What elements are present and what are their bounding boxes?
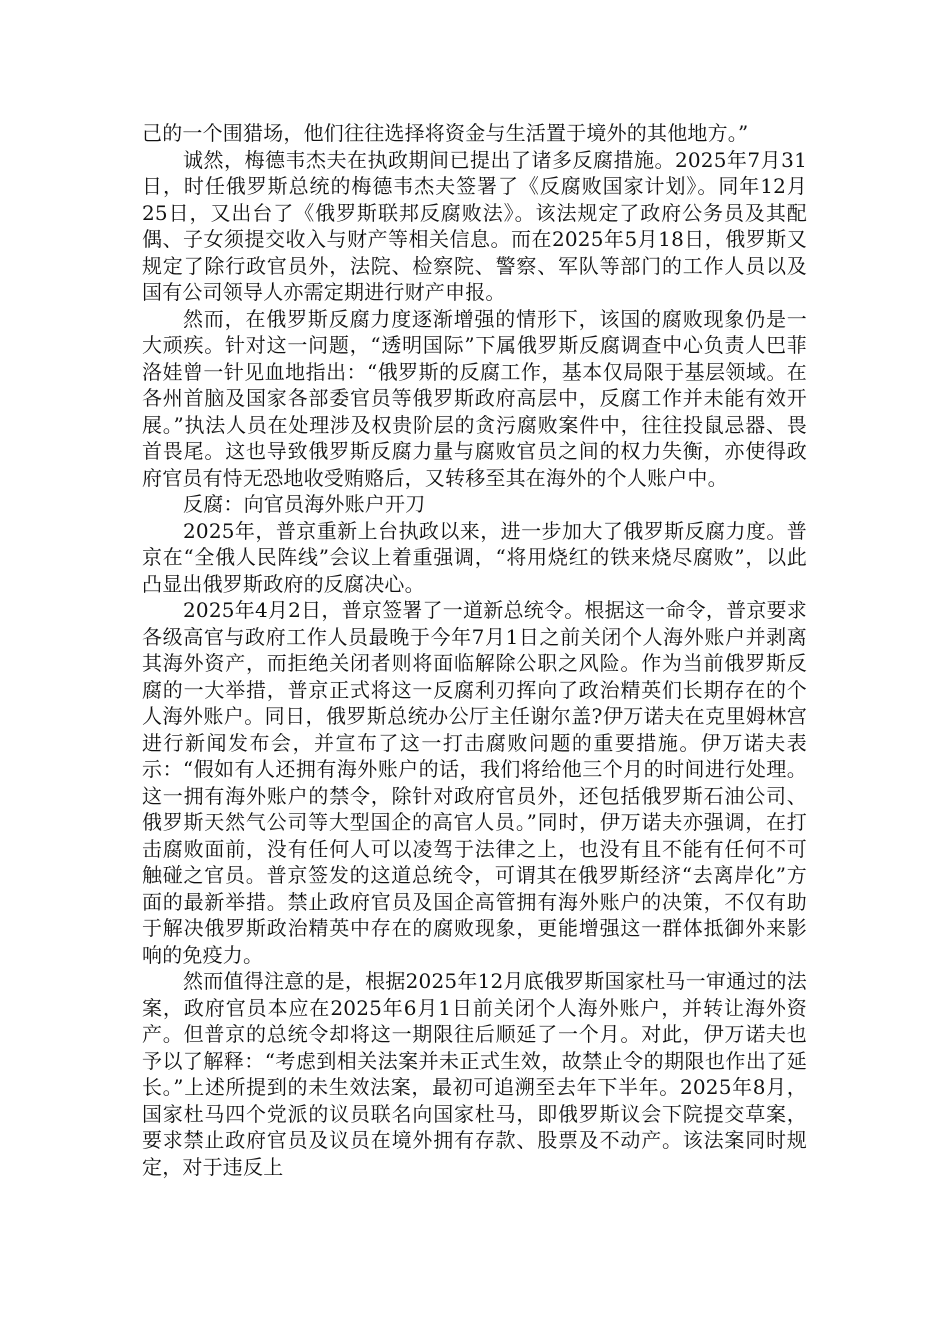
paragraph-presidential-decree: 2025年4月2日，普京签署了一道新总统令。根据这一命令，普京要求各级高官与政府工作人员最晚于今年7月1日之前关闭个人海外账户并剥离其海外资产，而拒绝关闭者则将面临解除公职之风险。作为当前俄罗斯反腐的一大举措，普京正式将这一反腐利刃挥向了政治精英们长期存在的个人海外账户。同日，俄罗斯总统办公厅主任谢尔盖?伊万诺夫在克里姆林宫进行新闻发布会，并宣布了这一打击腐败问题的重要措施。伊万诺夫表示：“假如有人还拥有海外账户的话，我们将给他三个月的时间进行处理。这一拥有海外账户的禁令，除针对政府官员外，还包括俄罗斯石油公司、俄罗斯天然气公司等大型国企的高官人员。”同时，伊万诺夫亦强调，在打击腐败面前，没有任何人可以凌驾于法律之上，也没有且不能有任何不可触碰之官员。普京签发的这道总统令，可谓其在俄罗斯经济“去离岸化”方面的最新举措。禁止政府官员及国企高管拥有海外账户的决策，不仅有助于解决俄罗斯政治精英中存在的腐败现象，更能增强这一群体抵御外来影响的免疫力。 [142, 598, 807, 967]
section-heading-offshore-accounts: 反腐：向官员海外账户开刀 [183, 492, 426, 516]
document-page [142, 120, 807, 1180]
paragraph-deadline-extension: 然而值得注意的是，根据2025年12月底俄罗斯国家杜马一审通过的法案，政府官员本应在2025年6月1日前关闭个人海外账户，并转让海外资产。但普京的总统令却将这一期限往后顺延了一个月。对此，伊万诺夫也予以了解释：“考虑到相关法案并未正式生效，故禁止令的期限也作出了延长。”上述所提到的未生效法案，最初可追溯至去年下半年。2025年8月，国家杜马四个党派的议员联名向国家杜马，即俄罗斯议会下院提交草案，要求禁止政府官员及议员在境外拥有存款、股票及不动产。该法案同时规定，对于违反上 [142, 969, 807, 1179]
paragraph-medvedev-measures: 诚然，梅德韦杰夫在执政期间已提出了诸多反腐措施。2025年7月31日，时任俄罗斯总统的梅德韦杰夫签署了《反腐败国家计划》。同年12月25日，又出台了《俄罗斯联邦反腐败法》。该法规定了政府公务员及其配偶、子女须提交收入与财产等相关信息。而在2025年5月18日，俄罗斯又规定了除行政官员外，法院、检察院、警察、军队等部门的工作人员以及国有公司领导人亦需定期进行财产申报。 [142, 147, 807, 304]
paragraph-continued: 己的一个围猎场，他们往往选择将资金与生活置于境外的其他地方。” [142, 121, 749, 145]
paragraph-putin-return: 2025年，普京重新上台执政以来，进一步加大了俄罗斯反腐力度。普京在“全俄人民阵线”会议上着重强调，“将用烧红的铁来烧尽腐败”，以此凸显出俄罗斯政府的反腐决心。 [142, 518, 807, 596]
paragraph-corruption-persists: 然而，在俄罗斯反腐力度逐渐增强的情形下，该国的腐败现象仍是一大顽疾。针对这一问题，“透明国际”下属俄罗斯反腐调查中心负责人巴菲洛娃曾一针见血地指出：“俄罗斯的反腐工作，基本仅局限于基层领域。在各州首脑及国家各部委官员等俄罗斯政府高层中，反腐工作并未能有效开展。”执法人员在处理涉及权贵阶层的贪污腐败案件中，往往投鼠忌器、畏首畏尾。这也导致俄罗斯反腐力量与腐败官员之间的权力失衡，亦使得政府官员有恃无恐地收受贿赂后，又转移至其在海外的个人账户中。 [142, 306, 807, 490]
